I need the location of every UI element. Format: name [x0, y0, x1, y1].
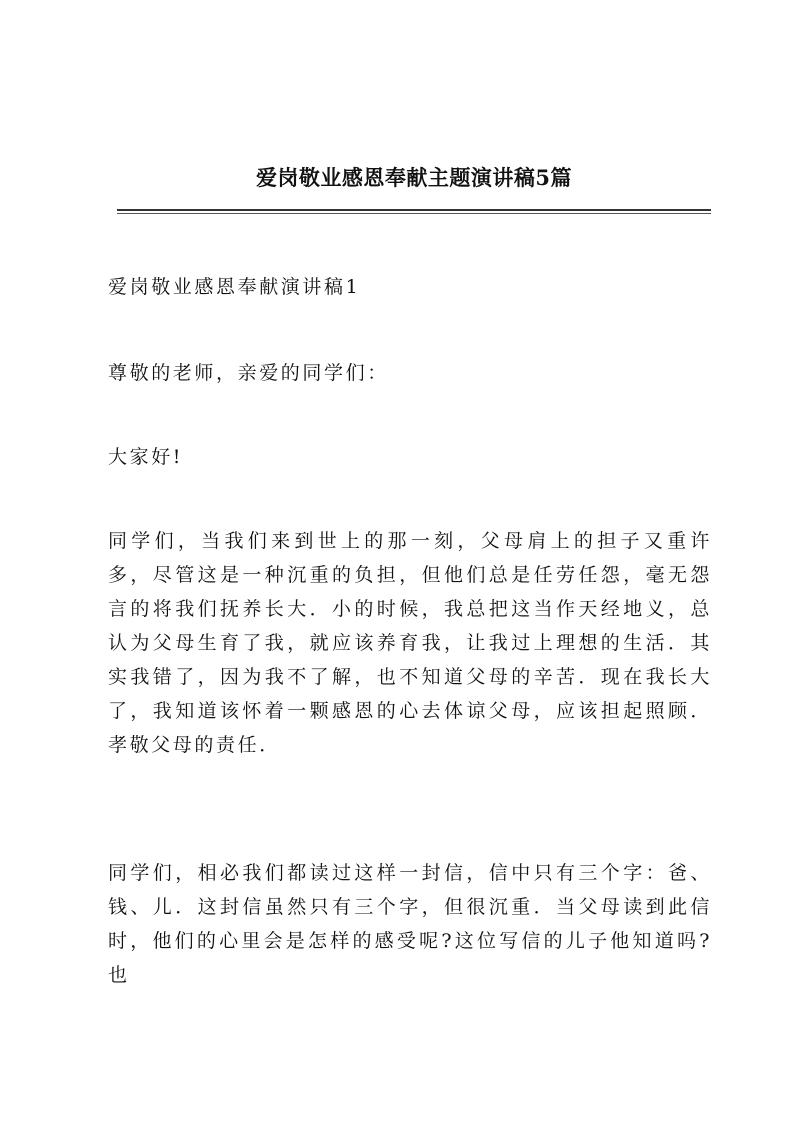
body-paragraph: 同学们，相必我们都读过这样一封信，信中只有三个字：爸、钱、儿．这封信虽然只有三个字，但很沉重．当父母读到此信时，他们的心里会是怎样的感受呢?这位写信的儿子他知道吗?也 [108, 862, 712, 986]
title-divider-thin [117, 213, 711, 214]
title-divider-thick [117, 209, 711, 211]
hello-line: 大家好! [108, 446, 184, 468]
body-paragraph: 同学们，当我们来到世上的那一刻，父母肩上的担子又重许多，尽管这是一种沉重的负担，但他们总是任劳任怨，毫无怨言的将我们抚养长大．小的时候，我总把这当作天经地义，总认为父母生育了我，就应该养育我，让我过上理想的生活．其实我错了，因为我不了解，也不知道父母的辛苦．现在我长大了，我知道该怀着一颗感恩的心去体谅父母，应该担起照顾．孝敬父母的责任． [108, 530, 712, 756]
page-title: 爱岗敬业感恩奉献主题演讲稿5篇 [255, 165, 573, 190]
greeting-line: 尊敬的老师，亲爱的同学们： [108, 362, 389, 384]
speech-subtitle: 爱岗敬业感恩奉献演讲稿1 [108, 276, 361, 298]
